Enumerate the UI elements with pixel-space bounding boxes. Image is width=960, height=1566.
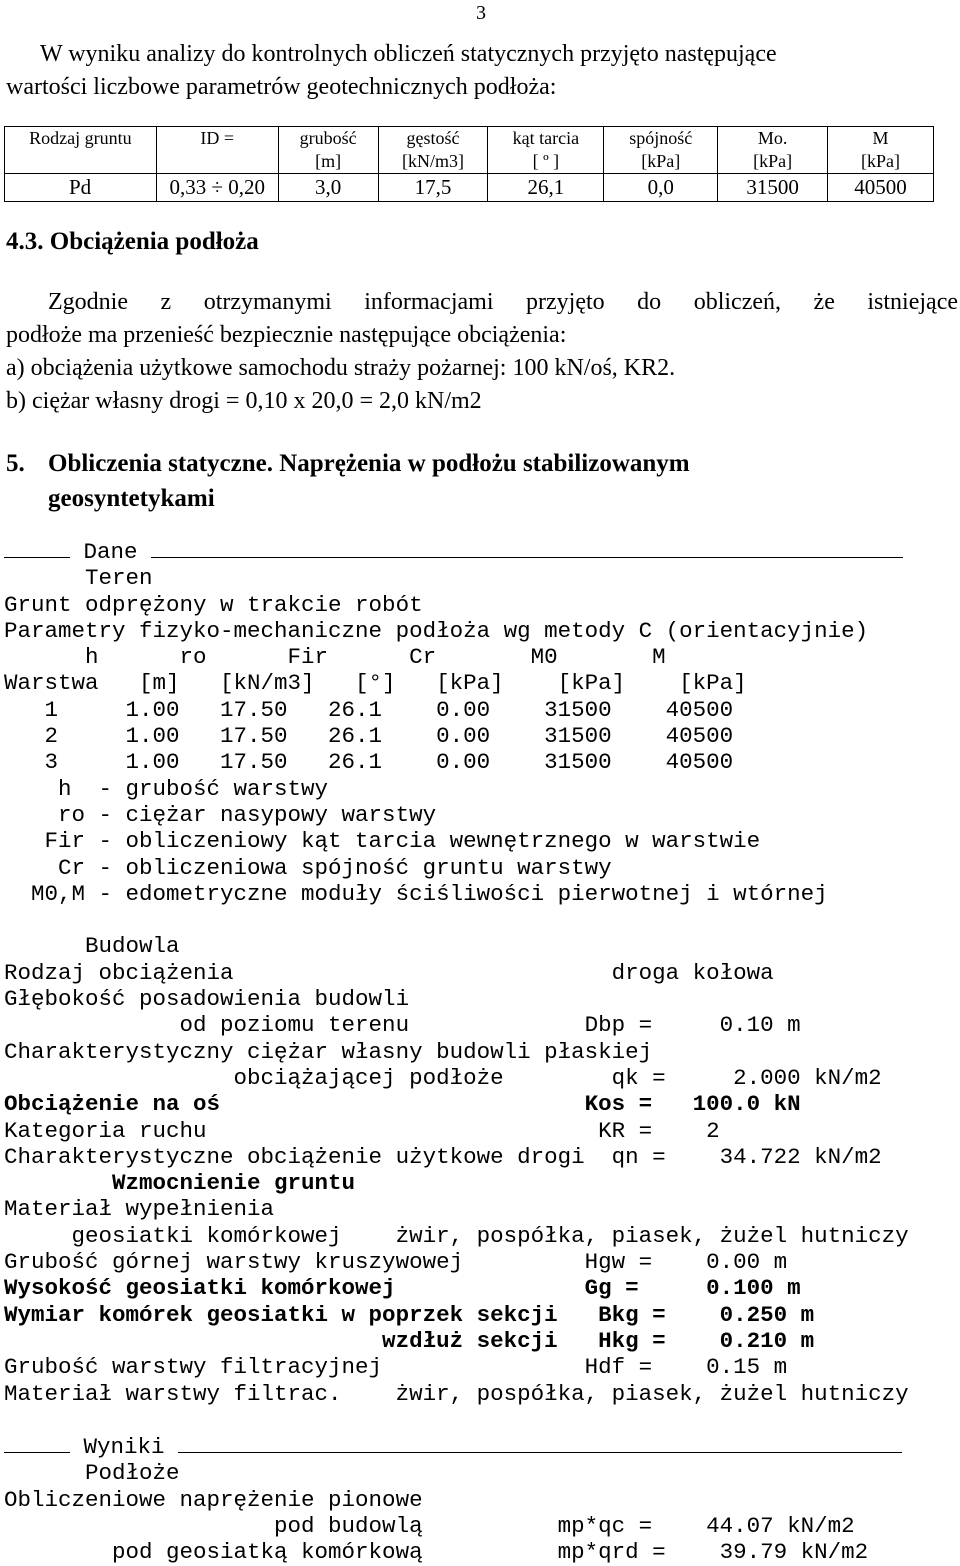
budowla-line: od poziomu terenu Dbp = 0.10 m [4, 1012, 801, 1039]
header-cell: ID = [156, 127, 278, 174]
header-cell: gęstość [kN/m3] [378, 127, 488, 174]
budowla-line: geosiatki komórkowej żwir, pospółka, piasek, żużel hutniczy [4, 1222, 909, 1249]
table-header-row [5, 127, 934, 174]
header-cell: kąt tarcia [ º ] [488, 127, 604, 174]
section-5-title-line-2: geosyntetykami [48, 485, 215, 512]
legend-line: Cr - obliczeniowa spójność gruntu warstwy [4, 854, 612, 881]
loads-paragraph [6, 286, 958, 418]
budowla-line: Grubość górnej warstwy kruszywowej Hgw = 0.00 m [4, 1249, 788, 1276]
section-4-3-heading: 4.3. Obciążenia podłoża [6, 228, 259, 255]
page-number: 3 [476, 2, 486, 24]
header-cell: grubość [m] [278, 127, 378, 174]
header-cell: M [kPa] [828, 127, 934, 174]
layer-row: 2 1.00 17.50 26.1 0.00 31500 40500 [4, 723, 734, 750]
intro-paragraph [6, 38, 956, 104]
budowla-lines [4, 960, 909, 1407]
column-units: Warstwa [m] [kN/m3] [°] [kPa] [kPa] [kPa] [4, 670, 747, 697]
layer-row: 1 1.00 17.50 26.1 0.00 31500 40500 [4, 696, 734, 723]
intro-line-1: W wyniku analizy do kontrolnych obliczeń statycznych przyjęto następujące [40, 41, 777, 67]
budowla-header: Budowla [4, 933, 180, 960]
table-cell: 40500 [828, 174, 934, 202]
budowla-line: Obciążenie na oś Kos = 100.0 kN [4, 1091, 801, 1118]
loads-line-4: b) ciężar własny drogi = 0,10 x 20,0 = 2,0 kN/m2 [6, 388, 482, 414]
budowla-line: Wysokość geosiatki komórkowej Gg = 0.100 m [4, 1275, 801, 1302]
wyniki-header-label: Wyniki [83, 1434, 165, 1461]
table-cell: 0,33 ÷ 0,20 [156, 174, 278, 202]
budowla-line: Materiał wypełnienia [4, 1196, 275, 1223]
table-cell: 3,0 [278, 174, 378, 202]
section-5-heading [6, 446, 690, 516]
section-5-number: 5. [6, 450, 25, 477]
legend-line: Fir - obliczeniowy kąt tarcia wewnętrznego w warstwie [4, 828, 761, 855]
loads-line-1: Zgodnie z otrzymanymi informacjami przyjęto do obliczeń, że istniejące [48, 289, 958, 315]
dane-header [4, 538, 909, 565]
budowla-line: Kategoria ruchu KR = 2 [4, 1117, 720, 1144]
loads-line-2: podłoże ma przenieść bezpiecznie następujące obciążenia: [6, 322, 567, 348]
budowla-line: Charakterystyczne obciążenie użytkowe drogi qn = 34.722 kN/m2 [4, 1143, 882, 1170]
budowla-line: Wymiar komórek geosiatki w poprzek sekcji Bkg = 0.250 m [4, 1301, 815, 1328]
header-cell: spójność [kPa] [604, 127, 718, 174]
loads-line-3: a) obciążenia użytkowe samochodu straży pożarnej: 100 kN/oś, KR2. [6, 355, 676, 381]
section-5-title-line-1: Obliczenia statyczne. Naprężenia w podłożu stabilizowanym [48, 450, 690, 477]
table-cell: 26,1 [488, 174, 604, 202]
budowla-line: wzdłuż sekcji Hkg = 0.210 m [4, 1327, 815, 1354]
blank-line [4, 1407, 909, 1433]
wyniki-line: pod budowlą mp*qc = 44.07 kN/m2 [4, 1512, 855, 1539]
legend-line: M0,M - edometryczne moduły ściśliwości pierwotnej i wtórnej [4, 880, 828, 907]
wyniki-line: Obliczeniowe naprężenie pionowe [4, 1486, 423, 1513]
calc-output [4, 538, 909, 1566]
header-rule-left [4, 538, 70, 558]
wyniki-header [4, 1433, 909, 1460]
blank-line [4, 907, 909, 933]
header-rule-left [4, 1433, 70, 1453]
budowla-line: Materiał warstwy filtrac. żwir, pospółka, piasek, żużel hutniczy [4, 1380, 909, 1407]
budowla-line: Charakterystyczny ciężar własny budowli płaskiej [4, 1038, 653, 1065]
layer-row: 3 1.00 17.50 26.1 0.00 31500 40500 [4, 749, 734, 776]
intro-line-2: wartości liczbowe parametrów geotechnicznych podłoża: [6, 74, 557, 100]
budowla-line: Głębokość posadowienia budowli [4, 986, 410, 1013]
legend-line: ro - ciężar nasypowy warstwy [4, 801, 437, 828]
budowla-line: Rodzaj obciążenia droga kołowa [4, 959, 774, 986]
header-rule-right [151, 538, 903, 558]
legend-line: h - grubość warstwy [4, 775, 329, 802]
header-cell: Mo. [kPa] [718, 127, 828, 174]
teren-label: Teren [85, 565, 153, 592]
table-cell: 0,0 [604, 174, 718, 202]
wyniki-line: pod geosiatką komórkową mp*qrd = 39.79 kN/m2 [4, 1539, 869, 1566]
podloze-label: Podłoże [4, 1460, 180, 1487]
budowla-line: obciążającej podłoże qk = 2.000 kN/m2 [4, 1064, 882, 1091]
geotech-params-table [4, 126, 934, 202]
table-cell: 17,5 [378, 174, 488, 202]
parametry-line: Parametry fizyko-mechaniczne podłoża wg metody C (orientacyjnie) [4, 617, 869, 644]
table-cell: 31500 [718, 174, 828, 202]
header-cell: Rodzaj gruntu [5, 127, 157, 174]
table-row [5, 174, 934, 202]
header-rule-right [178, 1433, 902, 1453]
column-names: h ro Fir Cr M0 M [4, 644, 666, 671]
budowla-line: Grubość warstwy filtracyjnej Hdf = 0.15 m [4, 1354, 788, 1381]
table-cell: Pd [5, 174, 157, 202]
dane-header-label: Dane [83, 539, 138, 565]
budowla-line: Wzmocnienie gruntu [4, 1170, 356, 1197]
grunt-line: Grunt odprężony w trakcie robót [4, 591, 423, 618]
